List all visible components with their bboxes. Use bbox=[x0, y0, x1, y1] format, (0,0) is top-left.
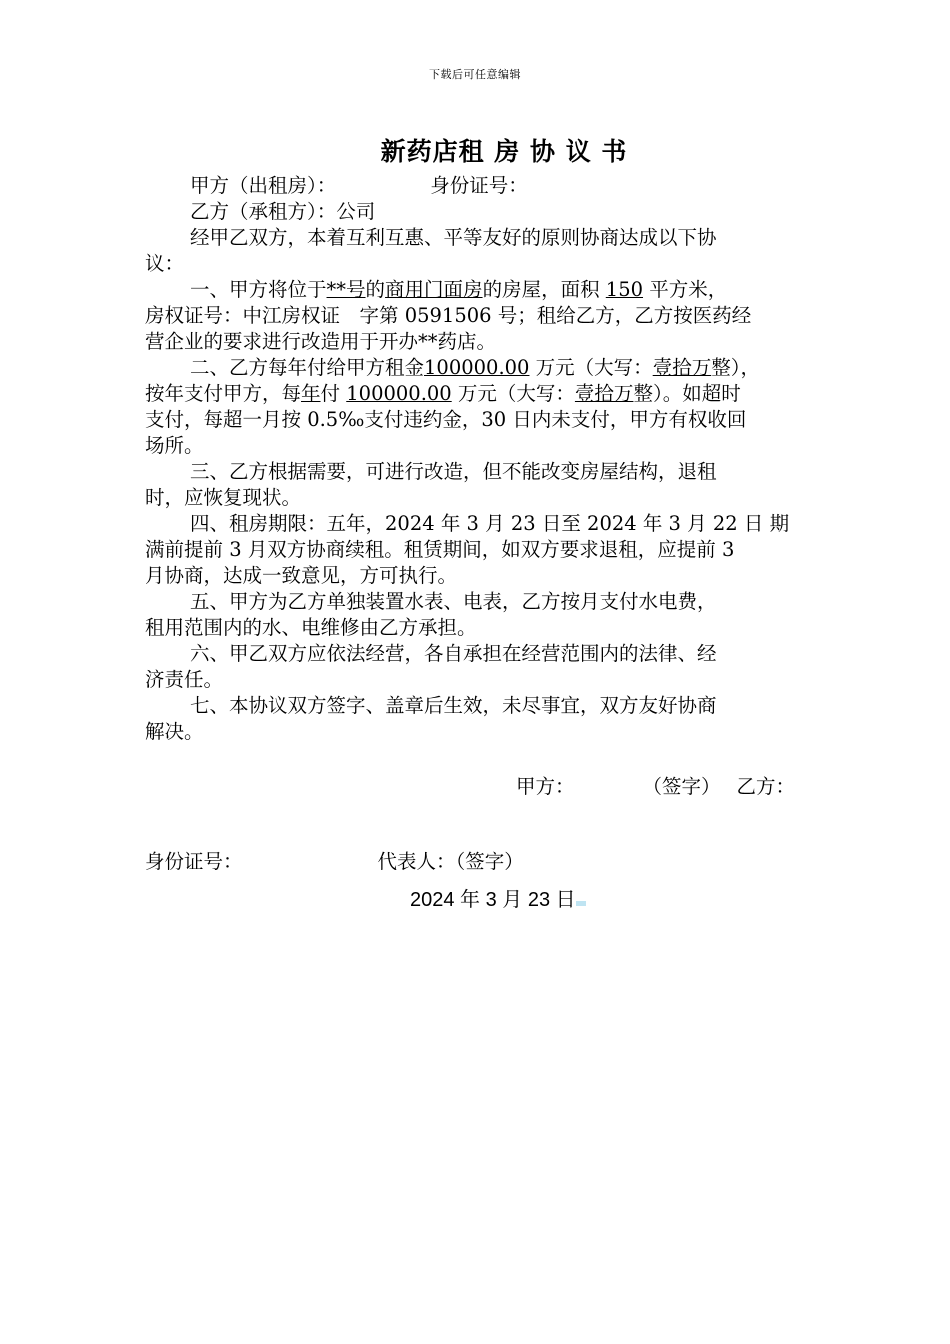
text-run: 一、甲方将位于 bbox=[190, 278, 327, 301]
party-a-line bbox=[145, 173, 810, 199]
signing-date-text: 2024 年 3 月 23 日 bbox=[410, 889, 576, 911]
clause6-line-2: 济责任。 bbox=[145, 668, 224, 691]
signing-date bbox=[410, 883, 586, 912]
party-b-name: 公司 bbox=[336, 200, 376, 223]
party-b-label: 乙方（承租方）： bbox=[190, 200, 337, 223]
area-value: 150 bbox=[605, 278, 644, 301]
payment-amount-value: 100000.00 bbox=[346, 382, 452, 405]
party-a-label: 甲方（出租房）： bbox=[190, 174, 337, 197]
clause4-line-1: 四、租房期限：五年，2024 年 3 月 23 日至 2024 年 3 月 22 日 期 bbox=[190, 512, 790, 535]
text-run: 整）。如超时 bbox=[633, 382, 741, 405]
text-run: 付 bbox=[320, 382, 341, 405]
party-a-sign-label: 甲方： bbox=[516, 775, 575, 798]
text-run: 万元（大写： bbox=[535, 356, 653, 379]
payment-upper-value: 壹拾万 bbox=[574, 382, 634, 405]
clause1-line-2: 房权证号：中江房权证 字第 0591506 号；租给乙方，乙方按医药经 bbox=[145, 304, 752, 327]
header-note: 下载后可任意编辑 bbox=[429, 68, 521, 81]
party-a-id-label: 身份证号： bbox=[430, 174, 528, 197]
text-run: 整）， bbox=[711, 356, 760, 379]
id-number-label: 身份证号： bbox=[145, 850, 243, 873]
preamble-line-1: 经甲乙双方，本着互利互惠、平等友好的原则协商达成以下协 bbox=[190, 226, 717, 249]
text-run: 的 bbox=[365, 278, 386, 301]
clause1-line-1 bbox=[145, 277, 810, 303]
rent-upper-value: 壹拾万 bbox=[652, 356, 712, 379]
signature-line-parties bbox=[516, 771, 795, 799]
text-run: 的房屋，面积 bbox=[482, 278, 600, 301]
text-run: 按年支付甲方，每 bbox=[145, 382, 302, 405]
rent-amount-value: 100000.00 bbox=[424, 356, 530, 379]
clause6-line-1: 六、甲乙双方应依法经营，各自承担在经营范围内的法律、经 bbox=[190, 642, 717, 665]
text-run: 万元（大写： bbox=[457, 382, 575, 405]
clause1-line-3: 营企业的要求进行改造用于开办**药店。 bbox=[145, 330, 497, 353]
text-run: 平方米， bbox=[649, 278, 728, 301]
clause2-line-1 bbox=[145, 355, 810, 381]
clause5-line-1: 五、甲方为乙方单独装置水表、电表，乙方按月支付水电费， bbox=[190, 590, 717, 613]
party-a-sign-note: （签字） bbox=[642, 775, 721, 798]
document-body bbox=[145, 173, 810, 745]
clause3-line-2: 时，应恢复现状。 bbox=[145, 486, 302, 509]
period-value: 年 bbox=[301, 382, 321, 405]
clause2-line-2 bbox=[145, 381, 810, 407]
signature-line-id bbox=[145, 846, 524, 874]
property-type-value: 商用门面房 bbox=[385, 278, 483, 301]
party-b-sign-label: 乙方： bbox=[736, 775, 796, 798]
location-value: **号 bbox=[326, 278, 366, 301]
representative-label: 代表人：（签字） bbox=[377, 850, 524, 873]
clause4-line-2: 满前提前 3 月双方协商续租。租赁期间，如双方要求退租，应提前 3 bbox=[145, 538, 735, 561]
text-cursor-icon bbox=[576, 901, 586, 906]
clause5-line-2: 租用范围内的水、电维修由乙方承担。 bbox=[145, 616, 477, 639]
clause2-line-4: 场所。 bbox=[145, 434, 204, 457]
clause3-line-1: 三、乙方根据需要，可进行改造，但不能改变房屋结构，退租 bbox=[190, 460, 717, 483]
document-title: 新药店租 房 协 议 书 bbox=[380, 137, 628, 166]
clause2-line-3: 支付，每超一月按 0.5‰支付违约金，30 日内未支付，甲方有权收回 bbox=[145, 408, 747, 431]
preamble-line-2: 议： bbox=[145, 252, 185, 275]
text-run: 二、乙方每年付给甲方租金 bbox=[190, 356, 425, 379]
clause4-line-3: 月协商，达成一致意见，方可执行。 bbox=[145, 564, 458, 587]
clause7-line-2: 解决。 bbox=[145, 720, 204, 743]
clause7-line-1: 七、本协议双方签字、盖章后生效，未尽事宜，双方友好协商 bbox=[190, 694, 717, 717]
party-b-line bbox=[145, 199, 810, 225]
